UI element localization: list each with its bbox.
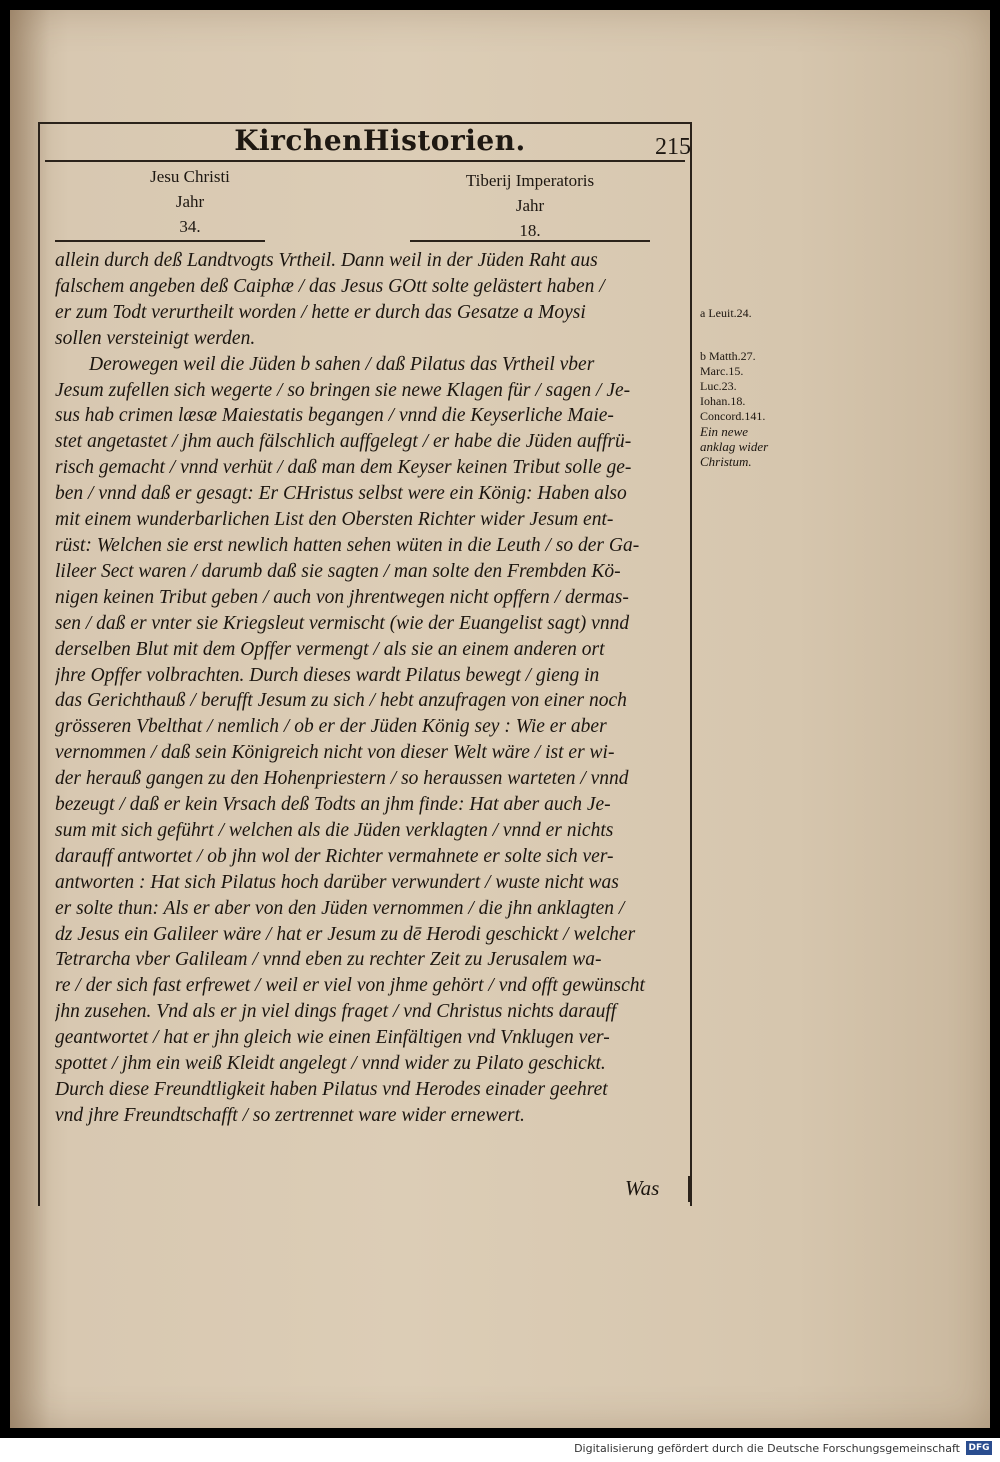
running-head-title: KirchenHistorien. bbox=[234, 124, 526, 157]
chronology-right-heading bbox=[415, 168, 645, 243]
text-line: sus hab crimen læsæ Maiestatis begangen / vnnd die Keyserliche Maie- bbox=[55, 405, 614, 427]
text-line: vnd jhre Freundtschafft / so zertrennet ware wider ernewert. bbox=[55, 1104, 525, 1126]
margin-note-b: b Matth.27. bbox=[700, 349, 756, 363]
text-line: lileer Sect waren / darumb daß sie sagten / man solte den Frembden Kö- bbox=[55, 560, 621, 582]
text-line: geantwortet / hat er jhn gleich wie einen Einfältigen vnd Vnklugen ver- bbox=[55, 1027, 610, 1049]
margin-note-b: Luc.23. bbox=[700, 379, 737, 393]
text-line: der herauß gangen zu den Hohenpriestern / so heraussen warteten / vnnd bbox=[55, 768, 629, 790]
chronology-right-rule bbox=[410, 240, 650, 242]
text-line: bezeugt / daß er kein Vrsach deß Todts an jhm finde: Hat aber auch Je- bbox=[55, 794, 611, 816]
margin-note-b: Concord.141. bbox=[700, 409, 766, 423]
text-line: vernommen / daß sein Königreich nicht von dieser Welt wäre / ist er wi- bbox=[55, 742, 615, 764]
page-number: 215 bbox=[655, 134, 691, 160]
chronology-left-line: Jahr bbox=[175, 192, 205, 211]
text-line: grösseren Vbelthat / nemlich / ob er der Jüden König sey : Wie er aber bbox=[55, 716, 607, 738]
text-line: derselben Blut mit dem Opffer vermengt / als sie an einem anderen ort bbox=[55, 638, 605, 660]
text-line: Jesum zufellen sich wegerte / so bringen sie newe Klagen für / sagen / Je- bbox=[55, 379, 631, 401]
funding-credit: Digitalisierung gefördert durch die Deutsche Forschungsgemeinschaft bbox=[574, 1442, 960, 1455]
chronology-right-year: 18. bbox=[519, 221, 541, 240]
text-line: sollen versteinigt werden. bbox=[55, 327, 256, 349]
catchword-rule bbox=[688, 1176, 690, 1202]
chronology-left-year: 34. bbox=[179, 217, 201, 236]
margin-note-a: a Leuit.24. bbox=[700, 306, 752, 320]
text-line: er solte thun: Als er aber von den Jüden vernommen / die jhn anklagten / bbox=[55, 897, 625, 919]
text-line: jhn zusehen. Vnd als er jn viel dings fraget / vnd Christus nichts darauff bbox=[55, 1001, 617, 1023]
text-line: Tetrarcha vber Galileam / vnnd eben zu rechter Zeit zu Jerusalem wa- bbox=[55, 949, 602, 971]
text-line: das Gerichthauß / berufft Jesum zu sich / hebt anzufragen von einer noch bbox=[55, 690, 627, 712]
paragraph-start-line: Derowegen weil die Jüden b sahen / daß Pilatus das Vrtheil vber bbox=[89, 353, 595, 375]
chronology-right-line: Tiberij Imperatoris bbox=[465, 171, 595, 190]
footer-bar bbox=[0, 1438, 1000, 1462]
text-line: sum mit sich geführt / welchen als die Jüden verklagten / vnnd er nichts bbox=[55, 819, 614, 841]
margin-notes bbox=[700, 306, 800, 469]
chronology-left-line: Jesu Christi bbox=[150, 167, 230, 186]
text-line: er zum Todt verurtheilt worden / hette er durch das Gesatze a Moysi bbox=[55, 301, 586, 323]
text-line: falschem angeben deß Caiphæ / das Jesus GOtt solte gelästert haben / bbox=[55, 275, 605, 297]
margin-gloss: Christum. bbox=[700, 454, 752, 469]
text-line: sen / daß er vnter sie Kriegsleut vermischt (wie der Euangelist sagt) vnnd bbox=[55, 612, 630, 634]
text-line: jhre Opffer volbrachten. Durch dieses wardt Pilatus bewegt / gieng in bbox=[55, 664, 600, 686]
chronology-left-rule bbox=[55, 240, 265, 242]
chronology-left-heading bbox=[125, 164, 255, 239]
margin-gloss: Ein newe bbox=[700, 424, 749, 439]
text-line: mit einem wunderbarlichen List den Obersten Richter wider Jesum ent- bbox=[55, 509, 614, 531]
text-line: allein durch deß Landtvogts Vrtheil. Dann weil in der Jüden Raht aus bbox=[55, 250, 598, 271]
text-line: rüst: Welchen sie erst newlich hatten sehen wüten in die Leuth / so der Ga- bbox=[55, 534, 640, 556]
margin-note-b: Marc.15. bbox=[700, 364, 744, 378]
margin-gloss: anklag wider bbox=[700, 439, 769, 454]
text-line: risch gemacht / vnnd verhüt / daß man dem Keyser keinen Tribut solle ge- bbox=[55, 457, 632, 479]
text-line: dz Jesus ein Galileer wäre / hat er Jesum zu dē Herodi geschickt / welcher bbox=[55, 923, 636, 945]
text-line: stet angetastet / jhm auch fälschlich auffgelegt / er habe die Jüden auffrü- bbox=[55, 431, 632, 453]
text-line: nigen keinen Tribut geben / auch von jhrentwegen nicht opffern / dermas- bbox=[55, 586, 629, 608]
body-text bbox=[55, 248, 685, 1129]
text-line: Durch diese Freundtligkeit haben Pilatus vnd Herodes einader geehret bbox=[55, 1079, 608, 1100]
header-rule bbox=[45, 160, 685, 162]
text-line: antworten : Hat sich Pilatus hoch darüber verwundert / wuste nicht was bbox=[55, 871, 619, 893]
chronology-right-line: Jahr bbox=[515, 196, 545, 215]
text-line: ben / vnnd daß er gesagt: Er CHristus selbst were ein König: Haben also bbox=[55, 483, 627, 505]
dfg-logo: DFG bbox=[966, 1441, 992, 1455]
margin-note-b: Iohan.18. bbox=[700, 394, 746, 408]
catchword: Was bbox=[625, 1176, 660, 1200]
text-line: spottet / jhm ein weiß Kleidt angelegt / vnnd wider zu Pilato geschickt. bbox=[55, 1053, 606, 1075]
text-line: re / der sich fast erfrewet / weil er viel von jhme gehört / vnd offt gewünscht bbox=[55, 975, 645, 997]
text-line: darauff antwortet / ob jhn wol der Richter vermahnete er solte sich ver- bbox=[55, 845, 614, 867]
